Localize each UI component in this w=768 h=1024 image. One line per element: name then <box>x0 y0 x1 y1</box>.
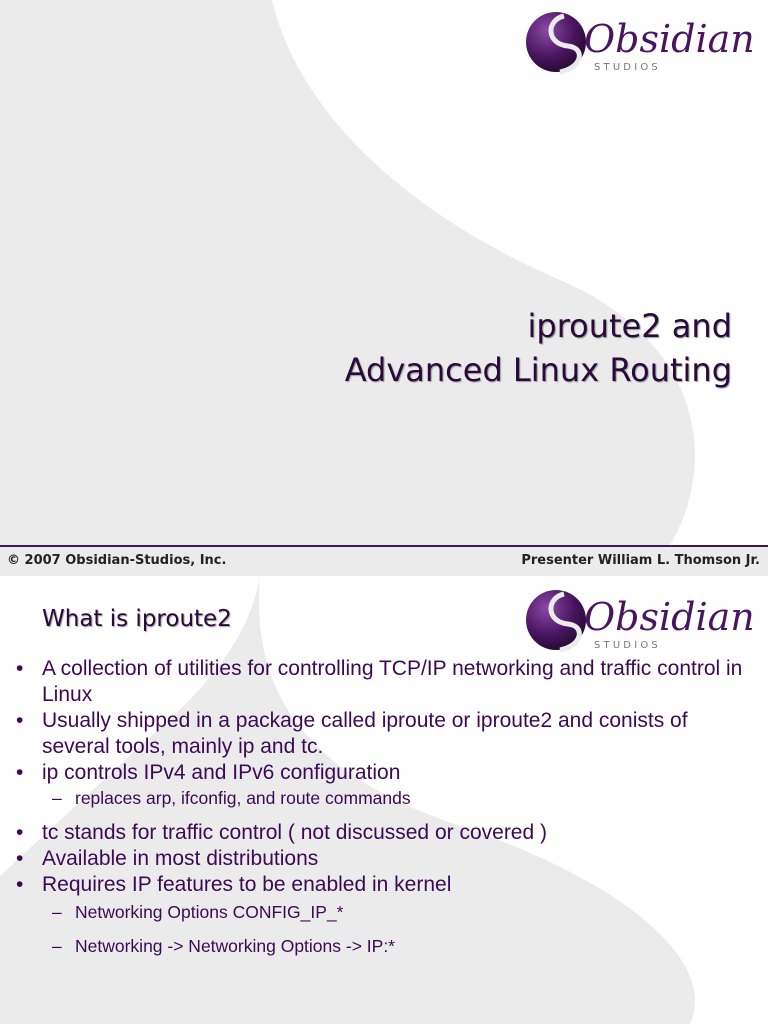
content-slide <box>0 576 768 1024</box>
sub-bullet-dash: – <box>52 788 62 808</box>
obsidian-logo <box>524 584 764 654</box>
bullet-text: Requires IP features to be enabled in kernel <box>42 873 452 896</box>
sub-bullet-text: Networking -> Networking Options -> IP:* <box>75 936 395 956</box>
svg-text:S T U D I O S: S T U D I O S <box>594 62 658 73</box>
footer-copyright: © 2007 Obsidian-Studios, Inc. <box>7 553 227 568</box>
bullet-item <box>0 846 768 872</box>
bullet-item <box>0 656 768 708</box>
sub-bullet-text: replaces arp, ifconfig, and route commands <box>75 788 411 808</box>
svg-text:Obsidian: Obsidian <box>584 595 755 639</box>
title-line-2: Advanced Linux Routing <box>344 351 732 389</box>
bullet-dot: • <box>16 821 24 844</box>
bullet-item <box>0 872 768 898</box>
sub-bullet-dash: – <box>52 936 62 956</box>
sub-bullet-item <box>0 786 768 810</box>
bullet-item <box>0 708 768 760</box>
sub-bullet-item <box>0 900 768 924</box>
bullet-dot: • <box>16 709 24 732</box>
bullet-text: Usually shipped in a package called iproute or iproute2 and conists of several tools, mainly ip and tc. <box>42 709 688 758</box>
sub-bullet-dash: – <box>52 902 62 922</box>
bullet-dot: • <box>16 657 24 680</box>
bullet-text: ip controls IPv4 and IPv6 configuration <box>42 761 401 784</box>
sub-bullet-text: Networking Options CONFIG_IP_* <box>75 902 344 922</box>
bullet-item <box>0 820 768 846</box>
bullet-list <box>0 656 768 958</box>
obsidian-logo <box>524 6 764 76</box>
bullet-text: tc stands for traffic control ( not discussed or covered ) <box>42 821 547 844</box>
bullet-dot: • <box>16 873 24 896</box>
footer-presenter: Presenter William L. Thomson Jr. <box>521 553 760 568</box>
bullet-item <box>0 760 768 786</box>
svg-text:S T U D I O S: S T U D I O S <box>594 640 658 651</box>
footer-divider <box>0 545 768 547</box>
bullet-text: Available in most distributions <box>42 847 319 870</box>
slide-title <box>345 304 732 392</box>
svg-text:Obsidian: Obsidian <box>584 17 755 61</box>
bullet-dot: • <box>16 761 24 784</box>
title-line-1: iproute2 and <box>527 307 732 345</box>
bullet-text: A collection of utilities for controlling TCP/IP networking and traffic control in Linux <box>42 657 743 706</box>
bullet-dot: • <box>16 847 24 870</box>
slide-heading: What is iproute2 <box>42 606 232 632</box>
sub-bullet-item <box>0 934 768 958</box>
